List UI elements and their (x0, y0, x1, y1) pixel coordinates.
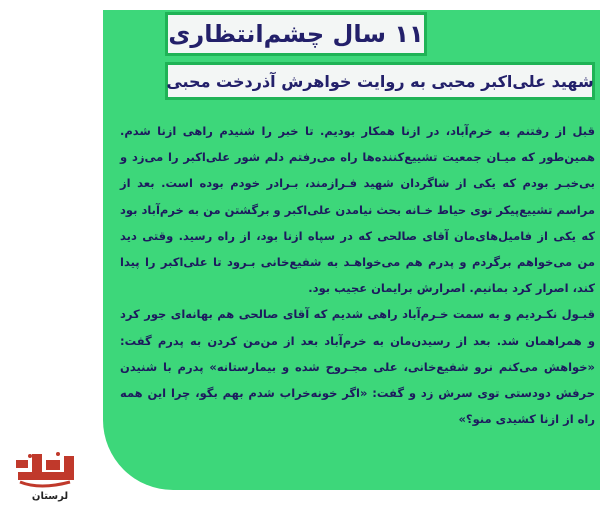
article-body (120, 118, 595, 432)
shahid-logo-icon (8, 450, 88, 516)
logo-subtitle: لرستان (31, 491, 69, 502)
page-title: ۱۱ سال چشم‌انتظاری (168, 20, 424, 48)
page-subtitle: شهید علی‌اکبر محبی به روایت خواهرش آذردخت محبی (166, 71, 594, 91)
subtitle-box (165, 62, 595, 100)
title-box (165, 12, 427, 56)
paragraph-1: قبل از رفتنم به خرم‌آباد، در ازنا همکار بودیم. تا خبر را شنیدم راهی ازنا شدم. همین‌طور که میـان جمعیت تشییع‌کننده‌ها راه می‌رفتم دلم شور علی‌اکبر را می‌زد و بی‌خبـر بودم که یکی از شاگردان شهید فـرازمند، بـرادر خودم بوده است. بعد از مراسم تشییع‌پیکر توی حیاط خـانه بحث نیامدن علی‌اکبر و برگشتن من به خرم‌آباد بود که یکی از فامیل‌های‌مان آقای صالحی که در سپاه ازنا بود، از راه رسید. وقتی دید من می‌خواهم برگردم و پدرم هم می‌خواهـد به شفیع‌خانی بـرود تا علی‌اکبر را پیدا کند، اصرار کرد بمانیم. اصرارش برایمان عجیب بود. (120, 124, 595, 296)
paragraph-2: قبـول نکـردیم و به سمت خـرم‌آباد راهی شدیم که آقای صالحی هم بهانه‌ای جور کرد و همراهمان شد. بعد از رسیدن‌مان به خرم‌آباد بعد از من‌من کردن به پدرم گفت: «خواهش می‌کنم نرو شفیع‌خانی، علی مجـروح شده و بیمارستانه» پدرم با شنیدن حرفش دودستی توی سرش زد و گفت: «اگر خونه‌خراب شدم بهم بگو، چرا این همه راه از ازنا کشیدی منو؟» (120, 307, 595, 427)
